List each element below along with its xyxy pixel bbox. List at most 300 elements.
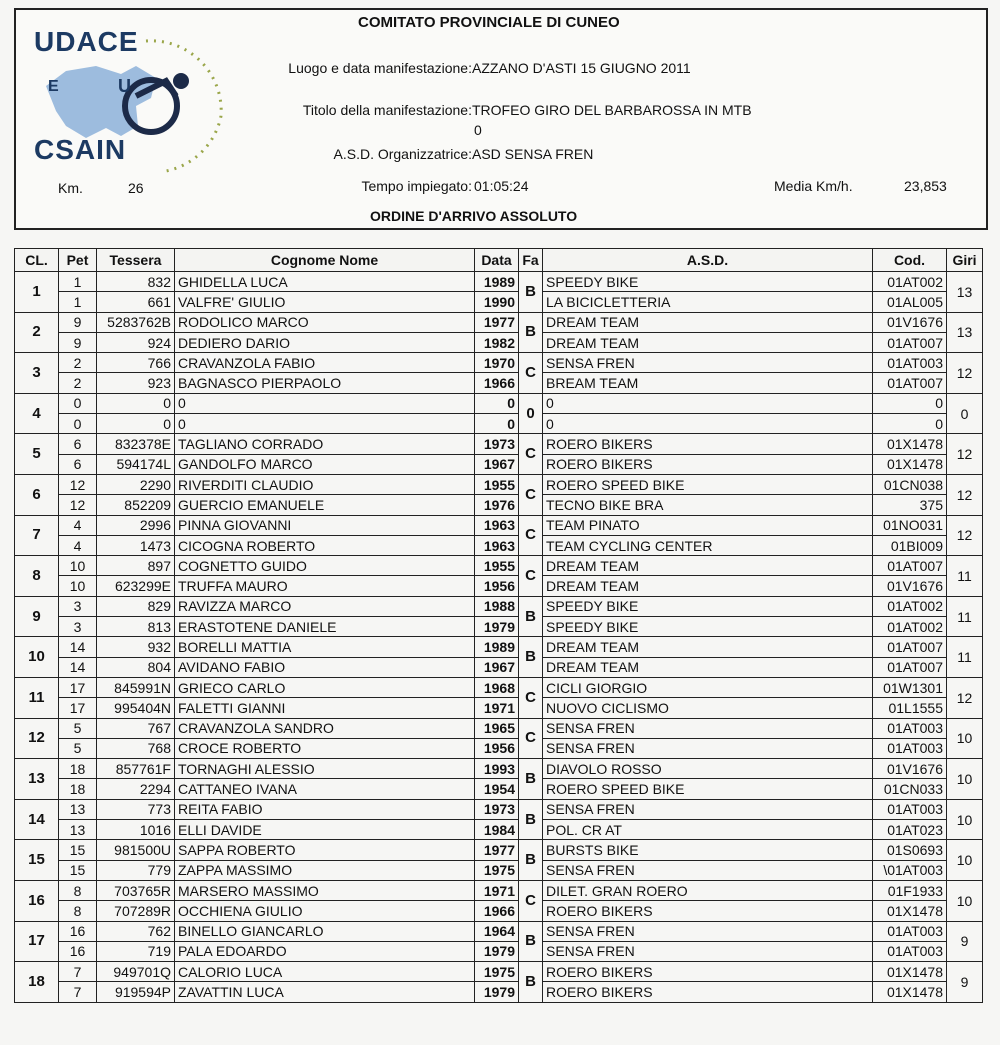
birth-year-cell: 1979: [475, 982, 519, 1002]
name-cell: GHIDELLA LUCA: [175, 272, 475, 292]
birth-year-cell: 1982: [475, 332, 519, 352]
pet-cell: 18: [59, 779, 97, 799]
document-header: [14, 8, 988, 230]
club-code-cell: 01X1478: [873, 434, 947, 454]
pet-cell: 16: [59, 941, 97, 961]
club-cell: SENSA FREN: [543, 941, 873, 961]
pet-cell: 16: [59, 921, 97, 941]
pet-cell: 5: [59, 718, 97, 738]
table-row: [15, 332, 983, 352]
pet-cell: 1: [59, 292, 97, 312]
tessera-cell: 2290: [97, 474, 175, 494]
table-header-row: [15, 249, 983, 272]
tessera-cell: 923: [97, 373, 175, 393]
laps-cell: 12: [947, 474, 983, 515]
club-code-cell: 01S0693: [873, 840, 947, 860]
committee-title: COMITATO PROVINCIALE DI CUNEO: [358, 14, 620, 31]
category-cell: C: [519, 718, 543, 759]
club-cell: NUOVO CICLISMO: [543, 698, 873, 718]
table-row: [15, 880, 983, 900]
tessera-cell: 707289R: [97, 901, 175, 921]
club-cell: ROERO BIKERS: [543, 434, 873, 454]
table-row: [15, 840, 983, 860]
club-code-cell: 01AT002: [873, 617, 947, 637]
club-cell: LA BICICLETTERIA: [543, 292, 873, 312]
laps-cell: 0: [947, 393, 983, 434]
rank-cell: 16: [15, 880, 59, 921]
rank-cell: 5: [15, 434, 59, 475]
club-cell: DREAM TEAM: [543, 637, 873, 657]
name-cell: ELLI DAVIDE: [175, 820, 475, 840]
order-title: ORDINE D'ARRIVO ASSOLUTO: [370, 208, 578, 224]
name-cell: OCCHIENA GIULIO: [175, 901, 475, 921]
birth-year-cell: 1977: [475, 312, 519, 332]
category-cell: B: [519, 272, 543, 313]
table-row: [15, 272, 983, 292]
time-label: Tempo impiegato:: [361, 178, 472, 194]
birth-year-cell: 1956: [475, 738, 519, 758]
place-value: AZZANO D'ASTI 15 GIUGNO 2011: [472, 60, 691, 76]
pet-cell: 18: [59, 759, 97, 779]
category-cell: B: [519, 840, 543, 881]
name-cell: BINELLO GIANCARLO: [175, 921, 475, 941]
name-cell: GRIECO CARLO: [175, 677, 475, 697]
pet-cell: 13: [59, 820, 97, 840]
birth-year-cell: 1990: [475, 292, 519, 312]
club-code-cell: 01V1676: [873, 576, 947, 596]
birth-year-cell: 1973: [475, 799, 519, 819]
club-code-cell: 01F1933: [873, 880, 947, 900]
results-body: [15, 272, 983, 1003]
rank-cell: 17: [15, 921, 59, 962]
title-label: Titolo della manifestazione:: [302, 102, 472, 118]
club-code-cell: 01AT003: [873, 738, 947, 758]
logo-csain-text: CSAIN: [34, 134, 127, 165]
col-header-cod: Cod.: [873, 249, 947, 272]
name-cell: COGNETTO GUIDO: [175, 556, 475, 576]
tessera-cell: 919594P: [97, 982, 175, 1002]
club-cell: ROERO BIKERS: [543, 901, 873, 921]
tessera-cell: 661: [97, 292, 175, 312]
birth-year-cell: 1967: [475, 454, 519, 474]
club-cell: BREAM TEAM: [543, 373, 873, 393]
tessera-cell: 0: [97, 414, 175, 434]
category-cell: B: [519, 596, 543, 637]
tessera-cell: 924: [97, 332, 175, 352]
club-cell: ROERO SPEED BIKE: [543, 779, 873, 799]
pet-cell: 14: [59, 657, 97, 677]
laps-cell: 11: [947, 637, 983, 678]
club-cell: DREAM TEAM: [543, 556, 873, 576]
pet-cell: 8: [59, 901, 97, 921]
table-row: [15, 799, 983, 819]
club-cell: TEAM CYCLING CENTER: [543, 535, 873, 555]
pet-cell: 2: [59, 353, 97, 373]
pet-cell: 6: [59, 434, 97, 454]
name-cell: FALETTI GIANNI: [175, 698, 475, 718]
col-header-asd: A.S.D.: [543, 249, 873, 272]
laps-cell: 9: [947, 921, 983, 962]
table-row: [15, 515, 983, 535]
col-header-data: Data: [475, 249, 519, 272]
pet-cell: 15: [59, 840, 97, 860]
birth-year-cell: 1966: [475, 901, 519, 921]
pet-cell: 13: [59, 799, 97, 819]
name-cell: RAVIZZA MARCO: [175, 596, 475, 616]
category-cell: B: [519, 962, 543, 1003]
laps-cell: 10: [947, 799, 983, 840]
club-code-cell: 01AL005: [873, 292, 947, 312]
club-cell: CICLI GIORGIO: [543, 677, 873, 697]
tessera-cell: 949701Q: [97, 962, 175, 982]
category-cell: B: [519, 759, 543, 800]
name-cell: PINNA GIOVANNI: [175, 515, 475, 535]
table-row: [15, 677, 983, 697]
birth-year-cell: 1963: [475, 535, 519, 555]
category-cell: C: [519, 515, 543, 556]
table-row: [15, 617, 983, 637]
table-row: [15, 759, 983, 779]
pet-cell: 1: [59, 272, 97, 292]
club-cell: ROERO BIKERS: [543, 454, 873, 474]
table-row: [15, 434, 983, 454]
pet-cell: 3: [59, 596, 97, 616]
col-header-tessera: Tessera: [97, 249, 175, 272]
tessera-cell: 995404N: [97, 698, 175, 718]
name-cell: CICOGNA ROBERTO: [175, 535, 475, 555]
table-row: [15, 698, 983, 718]
pet-cell: 8: [59, 880, 97, 900]
table-row: [15, 495, 983, 515]
club-code-cell: 01X1478: [873, 901, 947, 921]
tessera-cell: 852209: [97, 495, 175, 515]
name-cell: ZAVATTIN LUCA: [175, 982, 475, 1002]
pet-cell: 17: [59, 677, 97, 697]
name-cell: 0: [175, 393, 475, 413]
rank-cell: 13: [15, 759, 59, 800]
tessera-cell: 897: [97, 556, 175, 576]
category-cell: C: [519, 434, 543, 475]
rank-cell: 2: [15, 312, 59, 353]
birth-year-cell: 1984: [475, 820, 519, 840]
table-row: [15, 718, 983, 738]
club-cell: SENSA FREN: [543, 353, 873, 373]
name-cell: DEDIERO DARIO: [175, 332, 475, 352]
col-header-name: Cognome Nome: [175, 249, 475, 272]
name-cell: ERASTOTENE DANIELE: [175, 617, 475, 637]
tessera-cell: 932: [97, 637, 175, 657]
tessera-cell: 804: [97, 657, 175, 677]
club-cell: TECNO BIKE BRA: [543, 495, 873, 515]
rank-cell: 4: [15, 393, 59, 434]
table-row: [15, 353, 983, 373]
laps-cell: 9: [947, 962, 983, 1003]
logo-udace-text: UDACE: [34, 26, 139, 57]
rank-cell: 18: [15, 962, 59, 1003]
laps-cell: 13: [947, 272, 983, 313]
pet-cell: 0: [59, 393, 97, 413]
laps-cell: 10: [947, 880, 983, 921]
birth-year-cell: 1988: [475, 596, 519, 616]
tessera-cell: 766: [97, 353, 175, 373]
rank-cell: 15: [15, 840, 59, 881]
birth-year-cell: 1965: [475, 718, 519, 738]
club-cell: DREAM TEAM: [543, 657, 873, 677]
club-code-cell: 01X1478: [873, 982, 947, 1002]
club-cell: SPEEDY BIKE: [543, 596, 873, 616]
rank-cell: 11: [15, 677, 59, 718]
club-cell: SENSA FREN: [543, 799, 873, 819]
tessera-cell: 981500U: [97, 840, 175, 860]
club-code-cell: 01AT003: [873, 353, 947, 373]
laps-cell: 10: [947, 718, 983, 759]
name-cell: RIVERDITI CLAUDIO: [175, 474, 475, 494]
name-cell: BORELLI MATTIA: [175, 637, 475, 657]
table-row: [15, 292, 983, 312]
name-cell: GUERCIO EMANUELE: [175, 495, 475, 515]
club-cell: 0: [543, 393, 873, 413]
table-row: [15, 393, 983, 413]
laps-cell: 10: [947, 840, 983, 881]
tessera-cell: 2996: [97, 515, 175, 535]
table-row: [15, 576, 983, 596]
tessera-cell: 768: [97, 738, 175, 758]
name-cell: MARSERO MASSIMO: [175, 880, 475, 900]
table-row: [15, 373, 983, 393]
pet-cell: 2: [59, 373, 97, 393]
club-cell: 0: [543, 414, 873, 434]
club-cell: ROERO BIKERS: [543, 962, 873, 982]
table-row: [15, 414, 983, 434]
tessera-cell: 779: [97, 860, 175, 880]
category-cell: C: [519, 556, 543, 597]
table-row: [15, 738, 983, 758]
rank-cell: 10: [15, 637, 59, 678]
tessera-cell: 767: [97, 718, 175, 738]
name-cell: CRAVANZOLA SANDRO: [175, 718, 475, 738]
birth-year-cell: 1970: [475, 353, 519, 373]
tessera-cell: 0: [97, 393, 175, 413]
birth-year-cell: 1967: [475, 657, 519, 677]
col-header-cl: CL.: [15, 249, 59, 272]
name-cell: CATTANEO IVANA: [175, 779, 475, 799]
category-cell: C: [519, 880, 543, 921]
rank-cell: 12: [15, 718, 59, 759]
birth-year-cell: 1954: [475, 779, 519, 799]
name-cell: CROCE ROBERTO: [175, 738, 475, 758]
col-header-fa: Fa: [519, 249, 543, 272]
club-code-cell: 01AT002: [873, 272, 947, 292]
laps-cell: 12: [947, 434, 983, 475]
club-code-cell: 0: [873, 414, 947, 434]
avg-speed-label: Media Km/h.: [774, 178, 853, 194]
birth-year-cell: 1966: [475, 373, 519, 393]
club-cell: DREAM TEAM: [543, 576, 873, 596]
club-code-cell: 01AT007: [873, 556, 947, 576]
tessera-cell: 857761F: [97, 759, 175, 779]
table-row: [15, 637, 983, 657]
laps-cell: 12: [947, 353, 983, 394]
club-code-cell: 01AT007: [873, 332, 947, 352]
tessera-cell: 2294: [97, 779, 175, 799]
birth-year-cell: 1975: [475, 962, 519, 982]
club-code-cell: 01AT002: [873, 596, 947, 616]
birth-year-cell: 1956: [475, 576, 519, 596]
club-code-cell: 01BI009: [873, 535, 947, 555]
birth-year-cell: 1968: [475, 677, 519, 697]
club-cell: SPEEDY BIKE: [543, 272, 873, 292]
table-row: [15, 901, 983, 921]
table-row: [15, 779, 983, 799]
name-cell: CRAVANZOLA FABIO: [175, 353, 475, 373]
birth-year-cell: 1971: [475, 698, 519, 718]
category-cell: 0: [519, 393, 543, 434]
club-code-cell: 01L1555: [873, 698, 947, 718]
category-cell: C: [519, 677, 543, 718]
name-cell: GANDOLFO MARCO: [175, 454, 475, 474]
club-code-cell: 01AT023: [873, 820, 947, 840]
club-cell: SENSA FREN: [543, 921, 873, 941]
category-cell: B: [519, 312, 543, 353]
rank-cell: 7: [15, 515, 59, 556]
table-row: [15, 941, 983, 961]
tessera-cell: 813: [97, 617, 175, 637]
club-code-cell: 375: [873, 495, 947, 515]
table-row: [15, 820, 983, 840]
birth-year-cell: 1976: [475, 495, 519, 515]
results-table: [14, 248, 983, 1003]
club-cell: POL. CR AT: [543, 820, 873, 840]
table-row: [15, 454, 983, 474]
club-code-cell: 01AT003: [873, 941, 947, 961]
category-cell: B: [519, 799, 543, 840]
name-cell: AVIDANO FABIO: [175, 657, 475, 677]
pet-cell: 17: [59, 698, 97, 718]
name-cell: TRUFFA MAURO: [175, 576, 475, 596]
club-code-cell: 01CN038: [873, 474, 947, 494]
table-row: [15, 535, 983, 555]
name-cell: TAGLIANO CORRADO: [175, 434, 475, 454]
udace-csain-logo: [26, 26, 236, 176]
club-code-cell: 01AT007: [873, 657, 947, 677]
pet-cell: 3: [59, 617, 97, 637]
tessera-cell: 832378E: [97, 434, 175, 454]
category-cell: C: [519, 353, 543, 394]
laps-cell: 12: [947, 515, 983, 556]
pet-cell: 9: [59, 332, 97, 352]
birth-year-cell: 1989: [475, 272, 519, 292]
birth-year-cell: 1963: [475, 515, 519, 535]
table-row: [15, 921, 983, 941]
table-row: [15, 982, 983, 1002]
avg-speed-value: 23,853: [904, 178, 947, 194]
tessera-cell: 703765R: [97, 880, 175, 900]
tessera-cell: 1473: [97, 535, 175, 555]
club-cell: BURSTS BIKE: [543, 840, 873, 860]
km-value: 26: [128, 180, 144, 196]
club-code-cell: 01AT007: [873, 373, 947, 393]
table-row: [15, 657, 983, 677]
club-code-cell: 01NO031: [873, 515, 947, 535]
tessera-cell: 762: [97, 921, 175, 941]
pet-cell: 10: [59, 576, 97, 596]
pet-cell: 0: [59, 414, 97, 434]
name-cell: BAGNASCO PIERPAOLO: [175, 373, 475, 393]
name-cell: TORNAGHI ALESSIO: [175, 759, 475, 779]
category-cell: B: [519, 637, 543, 678]
title-extra: 0: [474, 122, 482, 138]
tessera-cell: 1016: [97, 820, 175, 840]
time-value: 01:05:24: [474, 178, 529, 194]
laps-cell: 11: [947, 556, 983, 597]
pet-cell: 6: [59, 454, 97, 474]
rank-cell: 6: [15, 474, 59, 515]
club-code-cell: 01AT003: [873, 921, 947, 941]
name-cell: VALFRE' GIULIO: [175, 292, 475, 312]
tessera-cell: 845991N: [97, 677, 175, 697]
category-cell: C: [519, 474, 543, 515]
club-code-cell: 01X1478: [873, 962, 947, 982]
pet-cell: 4: [59, 535, 97, 555]
birth-year-cell: 1955: [475, 474, 519, 494]
table-row: [15, 312, 983, 332]
pet-cell: 7: [59, 982, 97, 1002]
birth-year-cell: 0: [475, 414, 519, 434]
rank-cell: 14: [15, 799, 59, 840]
club-cell: SENSA FREN: [543, 718, 873, 738]
tessera-cell: 594174L: [97, 454, 175, 474]
title-value: TROFEO GIRO DEL BARBAROSSA IN MTB: [472, 102, 752, 118]
logo-letter-u: U: [118, 76, 132, 96]
birth-year-cell: 1975: [475, 860, 519, 880]
name-cell: ZAPPA MASSIMO: [175, 860, 475, 880]
category-cell: B: [519, 921, 543, 962]
name-cell: CALORIO LUCA: [175, 962, 475, 982]
club-cell: DIAVOLO ROSSO: [543, 759, 873, 779]
rank-cell: 3: [15, 353, 59, 394]
club-code-cell: 01AT007: [873, 637, 947, 657]
tessera-cell: 623299E: [97, 576, 175, 596]
col-header-giri: Giri: [947, 249, 983, 272]
club-code-cell: 01V1676: [873, 759, 947, 779]
pet-cell: 15: [59, 860, 97, 880]
birth-year-cell: 1964: [475, 921, 519, 941]
club-cell: SENSA FREN: [543, 860, 873, 880]
tessera-cell: 832: [97, 272, 175, 292]
name-cell: REITA FABIO: [175, 799, 475, 819]
birth-year-cell: 0: [475, 393, 519, 413]
tessera-cell: 829: [97, 596, 175, 616]
pet-cell: 4: [59, 515, 97, 535]
pet-cell: 7: [59, 962, 97, 982]
pet-cell: 14: [59, 637, 97, 657]
club-code-cell: 01W1301: [873, 677, 947, 697]
club-cell: SENSA FREN: [543, 738, 873, 758]
organizer-label: A.S.D. Organizzatrice:: [333, 146, 472, 162]
table-row: [15, 860, 983, 880]
club-cell: TEAM PINATO: [543, 515, 873, 535]
tessera-cell: 719: [97, 941, 175, 961]
col-header-pet: Pet: [59, 249, 97, 272]
organizer-value: ASD SENSA FREN: [472, 146, 594, 162]
pet-cell: 10: [59, 556, 97, 576]
club-cell: ROERO BIKERS: [543, 982, 873, 1002]
club-code-cell: 0: [873, 393, 947, 413]
club-code-cell: 01AT003: [873, 718, 947, 738]
club-cell: DREAM TEAM: [543, 332, 873, 352]
birth-year-cell: 1989: [475, 637, 519, 657]
club-cell: DREAM TEAM: [543, 312, 873, 332]
